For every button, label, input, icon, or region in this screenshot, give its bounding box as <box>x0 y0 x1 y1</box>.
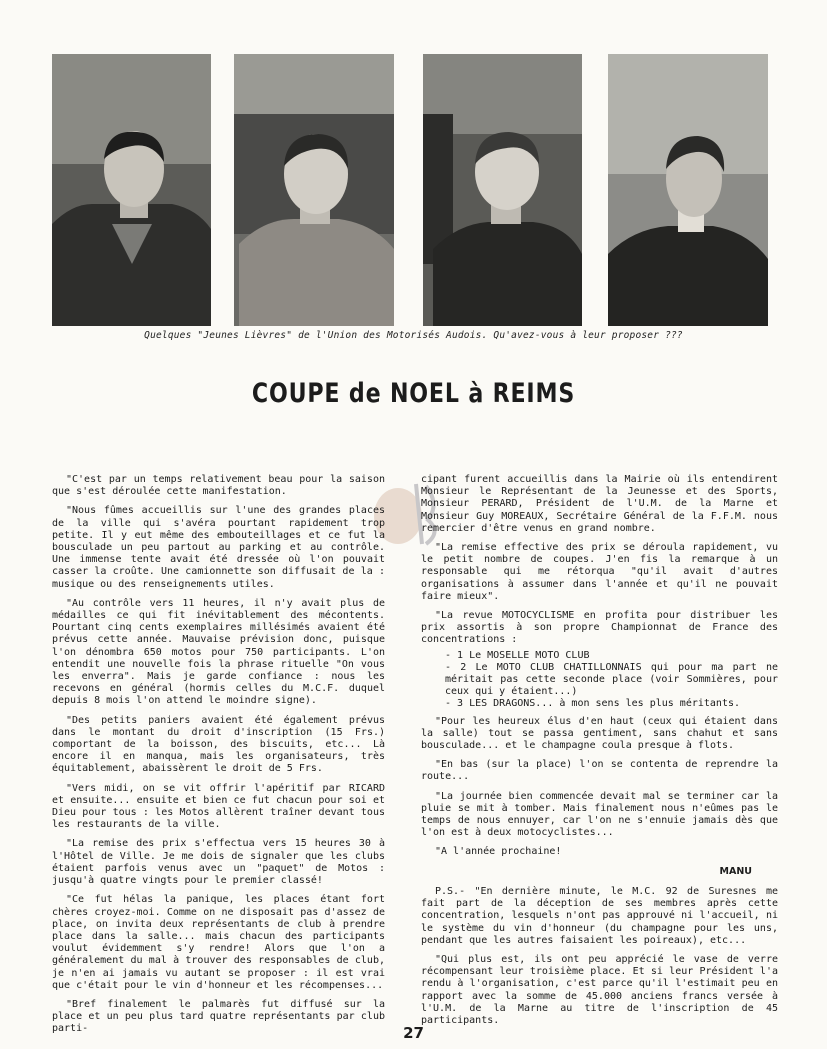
young-rider-portrait-3-icon <box>423 54 582 326</box>
photo-rider-2 <box>234 54 394 326</box>
photo-rider-4 <box>608 54 768 326</box>
paragraph: "Des petits paniers avaient été également prévus dans le montant du droit d'inscription (15 Frs.) comportant de la boisson, des biscuits, etc... Là encore il en manqua, mais les organisateurs, très équitablement, abaissèrent le droit de 5 Frs. <box>52 714 385 775</box>
paragraph: "La revue MOTOCYCLISME en profita pour distribuer les prix assortis à son propre Championnat de France des concentrations : <box>421 610 778 646</box>
paragraph: "Vers midi, on se vit offrir l'apéritif par RICARD et ensuite... ensuite et bien ce fut chacun pour soi et Dieu pour tous : les Motos allèrent traîner devant tous les restaurants de la ville. <box>52 782 385 831</box>
postscript: "Qui plus est, ils ont peu apprécié le vase de verre récompensant leur troisième place. Et si leur Président l'a rendu à l'organisation, c'est parce qu'il l'estimait peu en rapport avec la somme de 45.000 anciens francs versée à l'U.M. de la Marne au titre de l'inscription de 45 participants. <box>421 953 778 1026</box>
paragraph: "La remise des prix s'effectua vers 15 heures 30 à l'Hôtel de Ville. Je me dois de signaler que les clubs étaient parfois venus avec un "paquet" de Motos : jusqu'à quatre vingts pour le premier classé! <box>52 838 385 887</box>
paragraph: cipant furent accueillis dans la Mairie où ils entendirent Monsieur le Représentant de la Jeunesse et des Sports, Monsieur PERARD, Président de l'U.M. de la Marne et Monsieur Guy MOREAUX, Secrétaire Général de la F.F.M. nous remercier d'être venus en grand nombre. <box>421 474 778 534</box>
photo-rider-1 <box>52 54 211 326</box>
young-rider-portrait-1-icon <box>52 54 211 326</box>
left-column <box>52 474 385 1043</box>
page-number: 27 <box>403 1024 424 1042</box>
postscript: P.S.- "En dernière minute, le M.C. 92 de Suresnes me fait part de la déception de ses membres après cette concentration, lesquels n'ont pas approuvé ni l'accueil, ni le système du vin d'honneur (du champagne pour les uns, pendant que les autres faisaient les poireaux), etc... <box>421 885 778 946</box>
paragraph: "Bref finalement le palmarès fut diffusé sur la place et un peu plus tard quatre représentants par club parti- <box>52 998 385 1035</box>
list-item: - 2 Le MOTO CLUB CHATILLONNAIS qui pour ma part ne méritait pas cette seconde place (voir Sommières, pour ceux qui y étaient...) <box>445 661 778 698</box>
list-item: - 1 Le MOSELLE MOTO CLUB <box>445 649 590 661</box>
ranking-list <box>435 650 778 711</box>
paragraph: "Ce fut hélas la panique, les places étant fort chères croyez-moi. Comme on ne disposait pas d'assez de place, on invita deux représentants de club à prendre place dans la salle... mais chacun des participants voulut évidemment s'y rendre! Alors que l'on a généralement du mal à trouver des responsables de club, je n'en ai jamais vu autant se proposer : il est vrai que c'était pour le vin d'honneur et les récompenses... <box>52 894 385 991</box>
young-rider-portrait-4-icon <box>608 54 768 326</box>
paragraph: "Pour les heureux élus d'en haut (ceux qui étaient dans la salle) tout se passa gentiment, sans chahut et sans bousculade... et le champagne coula presque à flots. <box>421 715 778 752</box>
photo-caption: Quelques "Jeunes Lièvres" de l'Union des Motorisés Audois. Qu'avez-vous à leur proposer ??? <box>144 330 683 341</box>
paragraph: "Nous fûmes accueillis sur l'une des grandes places de la ville qui s'avéra pourtant rapidement trop petite. Il y eut même des embouteillages et ce fut la bousculade un peu partout au parking et au contrôle. Une immense tente avait été dressée où l'on pouvait casser la croûte. Une camionnette son diffusait de la : musique ou des renseignements utiles. <box>52 505 385 590</box>
young-rider-portrait-2-icon <box>234 54 394 326</box>
list-item: - 3 LES DRAGONS... à mon sens les plus méritants. <box>445 698 741 710</box>
paragraph: "A l'année prochaine! <box>435 846 562 858</box>
right-column <box>421 474 778 1034</box>
author-signature: MANU <box>719 865 752 877</box>
article-title: COUPE de NOEL à REIMS <box>251 378 576 409</box>
paragraph: "C'est par un temps relativement beau pour la saison que s'est déroulée cette manifestation. <box>52 474 385 498</box>
photo-rider-3 <box>423 54 582 326</box>
paragraph: "En bas (sur la place) l'on se contenta de reprendre la route... <box>421 759 778 783</box>
paragraph: "Au contrôle vers 11 heures, il n'y avait plus de médailles ce qui fit inévitablement des mécontents. Pourtant cinq cents exemplaires millésimés avaient été prévus cette année. Mauvaise prévision donc, puisque l'on dénombra 650 motos pour 750 participants. L'on entendit une nouvelle fois la phrase rituelle "On vous les enverra". Mais je garde confiance : nous les recevons en général (hormis celles du M.C.F. duquel depuis 8 mois l'on attend le moindre signe). <box>52 597 385 707</box>
paragraph: "La journée bien commencée devait mal se terminer car la pluie se mit à tomber. Mais finalement nous n'eûmes pas le temps de nous ennuyer, car l'on ne s'ennuie jamais dès que l'on est à deux motocyclistes... <box>421 790 778 839</box>
paragraph: "La remise effective des prix se déroula rapidement, vu le petit nombre de coupes. J'en fis la remarque à un responsable qui me rétorqua "qu'il avait d'autres organisations à assumer dans l'année et qu'il ne pouvait faire mieux". <box>421 542 778 602</box>
